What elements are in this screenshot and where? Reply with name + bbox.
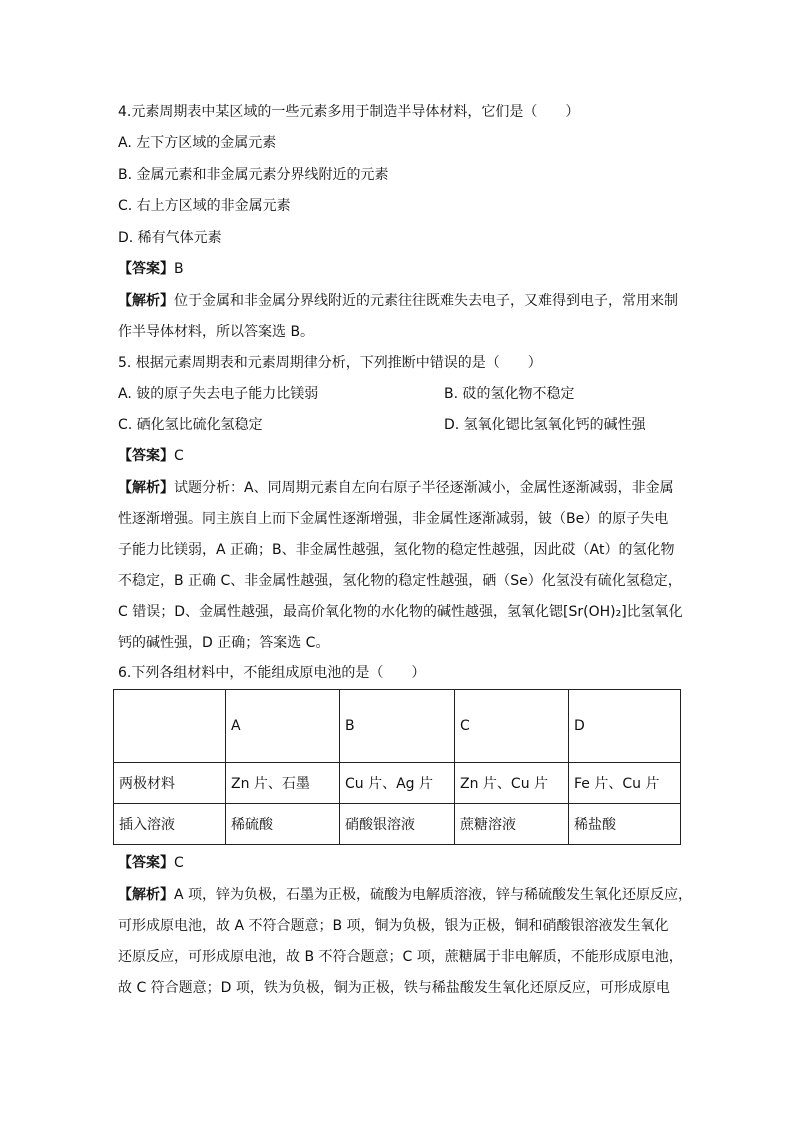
table-cell: Zn 片、石墨	[226, 763, 340, 804]
q6-analysis-line: 可形成原电池，故 A 不符合题意；B 项，铜为负极，银为正极，铜和硝酸银溶液发生氧化	[118, 918, 669, 934]
answer-label: 【答案】	[118, 261, 174, 277]
q6-analysis-line: 故 C 符合题意；D 项，铁为负极，铜为正极，铁与稀盐酸发生氧化还原反应，可形成原电	[118, 980, 670, 996]
q6-analysis-line: 还原反应，可形成原电池，故 B 不符合题意；C 项，蔗糖属于非电解质，不能形成原电池，	[118, 949, 683, 965]
analysis-label: 【解析】	[118, 887, 174, 903]
q4-answer	[118, 259, 184, 279]
q4-option-a: A. 左下方区域的金属元素	[118, 135, 277, 151]
table-cell: C	[455, 690, 569, 763]
analysis-text: 试题分析：A、同周期元素自左向右原子半径逐渐减小，金属性逐渐减弱，非金属	[174, 480, 674, 496]
q6-options-table	[113, 689, 681, 845]
answer-value: C	[174, 855, 184, 871]
table-cell: 稀硫酸	[226, 804, 340, 845]
q5-analysis-line: C 错误；D、金属性越强，最高价氧化物的水化物的碱性越强，氢氧化锶[Sr(OH)₂]比氢氧化	[118, 604, 683, 620]
q5-analysis-line: 性逐渐增强。同主族自上而下金属性逐渐增强，非金属性逐渐减弱，铍（Be）的原子失电	[118, 511, 669, 527]
q5-option-d: D. 氢氧化锶比氢氧化钙的碱性强	[444, 417, 646, 433]
answer-value: B	[174, 261, 184, 277]
q5-analysis-line: 不稳定，B 正确 C、非金属性越强，氢化物的稳定性越强，硒（Se）化氢没有硫化氢稳定，	[118, 573, 682, 589]
q5-option-a: A. 铍的原子失去电子能力比镁弱	[118, 386, 319, 402]
table-cell: 硝酸银溶液	[340, 804, 455, 845]
table-cell: 稀盐酸	[569, 804, 681, 845]
analysis-text: 位于金属和非金属分界线附近的元素往往既难失去电子，又难得到电子，常用来制	[174, 293, 678, 309]
q4-option-c: C. 右上方区域的非金属元素	[118, 198, 291, 214]
analysis-label: 【解析】	[118, 480, 174, 496]
q5-option-c: C. 硒化氢比硫化氢稳定	[118, 417, 263, 433]
q5-option-b: B. 砹的氢化物不稳定	[444, 386, 575, 402]
q4-analysis-line	[118, 291, 678, 311]
answer-value: C	[174, 448, 184, 464]
q5-answer	[118, 446, 184, 466]
q6-answer	[118, 853, 184, 873]
q5-analysis-line: 钙的碱性强，D 正确；答案选 C。	[118, 635, 330, 651]
table-cell: 蔗糖溶液	[455, 804, 569, 845]
q5-analysis-line	[118, 478, 674, 498]
q4-stem: 4.元素周期表中某区域的一些元素多用于制造半导体材料，它们是（ ）	[118, 104, 580, 120]
answer-label: 【答案】	[118, 448, 174, 464]
q4-analysis-line: 作半导体材料，所以答案选 B。	[118, 324, 315, 340]
table-cell	[114, 690, 226, 763]
q5-stem: 5. 根据元素周期表和元素周期律分析，下列推断中错误的是（ ）	[118, 355, 542, 371]
q6-analysis-line	[118, 885, 692, 905]
table-header-row	[114, 690, 681, 763]
table-cell: 两极材料	[114, 763, 226, 804]
q5-analysis-line: 子能力比镁弱，A 正确；B、非金属性越强，氢化物的稳定性越强，因此砹（At）的氢化物	[118, 542, 675, 558]
table-cell: 插入溶液	[114, 804, 226, 845]
table-cell: Zn 片、Cu 片	[455, 763, 569, 804]
q4-option-d: D. 稀有气体元素	[118, 230, 222, 246]
table-cell: Fe 片、Cu 片	[569, 763, 681, 804]
table-cell: B	[340, 690, 455, 763]
table-row	[114, 804, 681, 845]
answer-label: 【答案】	[118, 855, 174, 871]
q6-stem: 6.下列各组材料中，不能组成原电池的是（ ）	[118, 665, 426, 681]
analysis-label: 【解析】	[118, 293, 174, 309]
table-cell: D	[569, 690, 681, 763]
table-row	[114, 763, 681, 804]
table-cell: A	[226, 690, 340, 763]
analysis-text: A 项，锌为负极，石墨为正极，硫酸为电解质溶液，锌与稀硫酸发生氧化还原反应，	[174, 887, 693, 903]
table-cell: Cu 片、Ag 片	[340, 763, 455, 804]
q4-option-b: B. 金属元素和非金属元素分界线附近的元素	[118, 167, 389, 183]
